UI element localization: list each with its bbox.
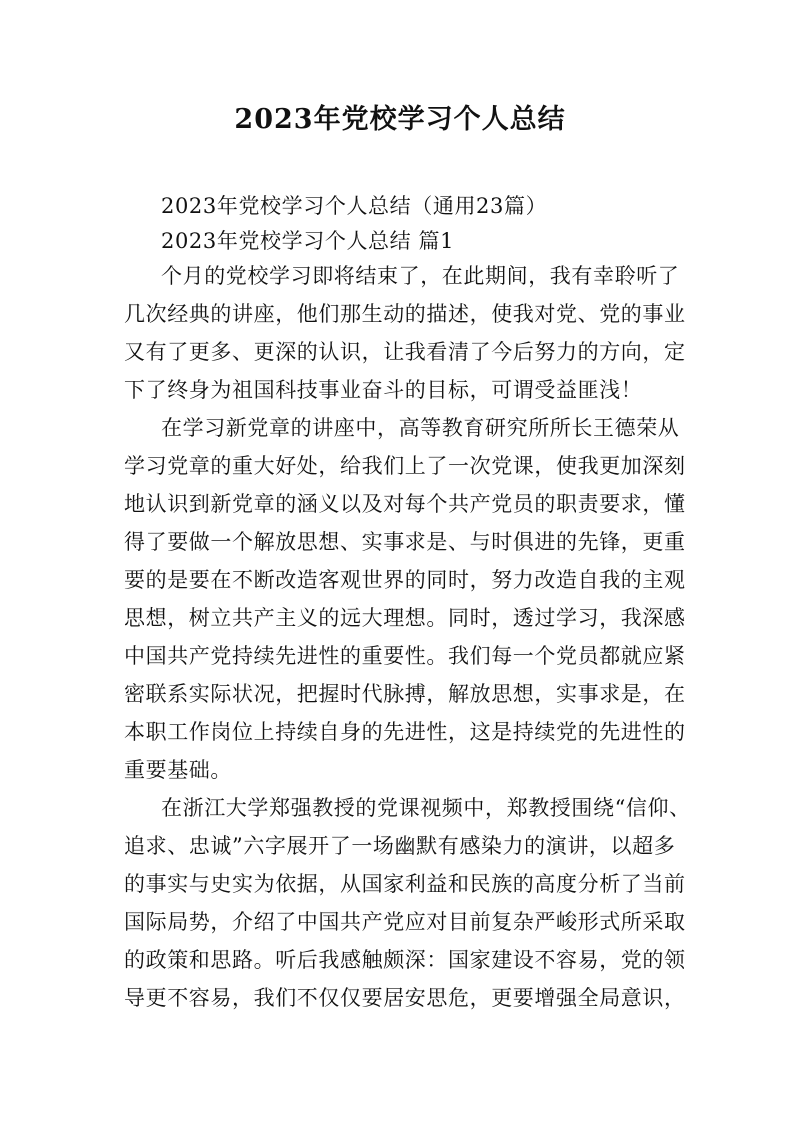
- paragraph-3-line-1: 在浙江大学郑强教授的党课视频中，郑教授围绕“信仰、: [161, 796, 691, 820]
- paragraph-2-line-1: 在学习新党章的讲座中，高等教育研究所所长王德荣从: [161, 416, 680, 440]
- paragraph-2-line-2: 学习党章的重大好处，给我们上了一次党课，使我更加深刻: [124, 454, 686, 478]
- paragraph-2-line-3: 地认识到新党章的涵义以及对每个共产党员的职责要求，懂: [124, 492, 686, 516]
- paragraph-2-line-9: 本职工作岗位上持续自身的先进性，这是持续党的先进性的: [124, 720, 686, 744]
- document-title: 2023年党校学习个人总结: [234, 104, 566, 135]
- paragraph-2-line-8: 密联系实际状况，把握时代脉搏，解放思想，实事求是，在: [124, 682, 686, 706]
- paragraph-3-line-6: 导更不容易，我们不仅仅要居安思危，更要增强全局意识，: [124, 986, 686, 1010]
- paragraph-2-line-5: 要的是要在不断改造客观世界的同时，努力改造自我的主观: [124, 568, 686, 592]
- paragraph-3-line-3: 的事实与史实为依据，从国家利益和民族的高度分析了当前: [124, 872, 686, 896]
- section-heading: 2023年党校学习个人总结 篇1: [161, 229, 455, 253]
- paragraph-1-line-1: 个月的党校学习即将结束了，在此期间，我有幸聆听了: [161, 264, 680, 288]
- paragraph-2-line-6: 思想，树立共产主义的远大理想。同时，透过学习，我深感: [124, 606, 686, 630]
- paragraph-3-line-2: 追求、忠诚”六字展开了一场幽默有感染力的演讲，以超多: [124, 834, 676, 858]
- paragraph-3-line-4: 国际局势，介绍了中国共产党应对目前复杂严峻形式所采取: [124, 910, 686, 934]
- paragraph-3-line-5: 的政策和思路。听后我感触颇深：国家建设不容易，党的领: [124, 948, 686, 972]
- paragraph-1-line-4: 下了终身为祖国科技事业奋斗的目标，可谓受益匪浅！: [124, 378, 643, 402]
- paragraph-2-line-10: 重要基础。: [124, 758, 232, 782]
- paragraph-1-line-2: 几次经典的讲座，他们那生动的描述，使我对党、党的事业: [124, 302, 686, 326]
- paragraph-2-line-4: 得了要做一个解放思想、实事求是、与时俱进的先锋，更重: [124, 530, 686, 554]
- paragraph-2-line-7: 中国共产党持续先进性的重要性。我们每一个党员都就应紧: [124, 644, 686, 668]
- document-subtitle: 2023年党校学习个人总结（通用23篇）: [161, 194, 548, 218]
- paragraph-1-line-3: 又有了更多、更深的认识，让我看清了今后努力的方向，定: [124, 340, 686, 364]
